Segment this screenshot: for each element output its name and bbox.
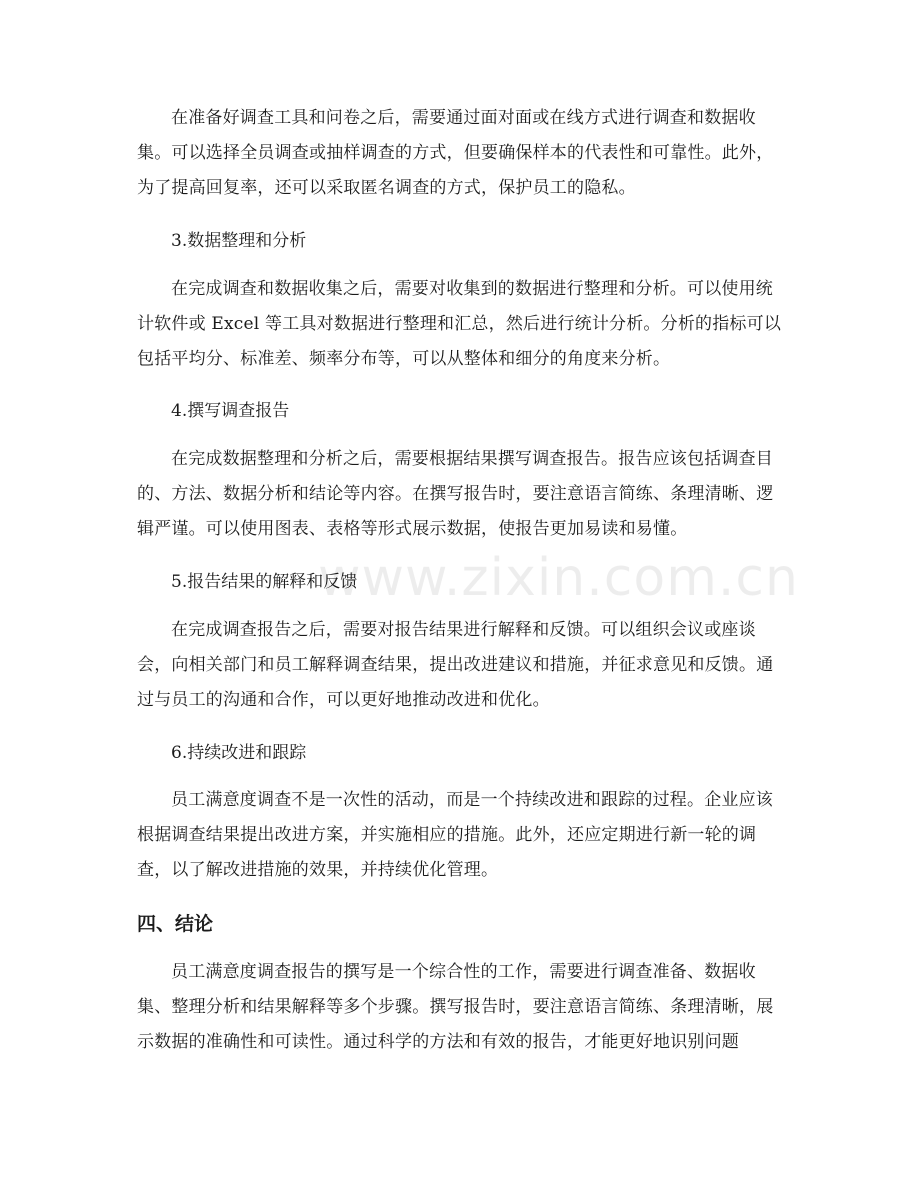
paragraph-conclusion: 员工满意度调查报告的撰写是一个综合性的工作，需要进行调查准备、数据收集、整理分析和结果解释等多个步骤。撰写报告时，要注意语言简练、条理清晰，展示数据的准确性和可读性。通过科学的方法和有效的报告，才能更好地识别问题	[137, 962, 774, 1052]
heading-continuous-improvement: 6.持续改进和跟踪	[171, 743, 307, 763]
paragraph-continuous-improvement: 员工满意度调查不是一次性的活动，而是一个持续改进和跟踪的过程。企业应该根据调查结果提出改进方案，并实施相应的措施。此外，还应定期进行新一轮的调查，以了解改进措施的效果，并持续优化管理。	[137, 790, 773, 880]
heading-data-analysis: 3.数据整理和分析	[171, 231, 307, 251]
paragraph-data-analysis: 在完成调查和数据收集之后，需要对收集到的数据进行整理和分析。可以使用统计软件或 Excel 等工具对数据进行整理和汇总，然后进行统计分析。分析的指标可以包括平均分、标准差、频率分布等，可以从整体和细分的角度来分析。	[137, 279, 782, 369]
heading-report-feedback: 5.报告结果的解释和反馈	[171, 572, 358, 592]
paragraph-report-feedback: 在完成调查报告之后，需要对报告结果进行解释和反馈。可以组织会议或座谈会，向相关部门和员工解释调查结果，提出改进建议和措施，并征求意见和反馈。通过与员工的沟通和合作，可以更好地推动改进和优化。	[137, 620, 774, 710]
paragraph-survey-collection: 在准备好调查工具和问卷之后，需要通过面对面或在线方式进行调查和数据收集。可以选择全员调查或抽样调查的方式，但要确保样本的代表性和可靠性。此外，为了提高回复率，还可以采取匿名调查的方式，保护员工的隐私。	[137, 108, 774, 198]
heading-write-report: 4.撰写调查报告	[171, 401, 290, 421]
watermark: www.zixin.com.cn	[318, 548, 799, 608]
section-heading-conclusion: 四、结论	[137, 913, 214, 935]
paragraph-write-report: 在完成数据整理和分析之后，需要根据结果撰写调查报告。报告应该包括调查目的、方法、数据分析和结论等内容。在撰写报告时，要注意语言简练、条理清晰、逻辑严谨。可以使用图表、表格等形式展示数据，使报告更加易读和易懂。	[137, 449, 774, 539]
